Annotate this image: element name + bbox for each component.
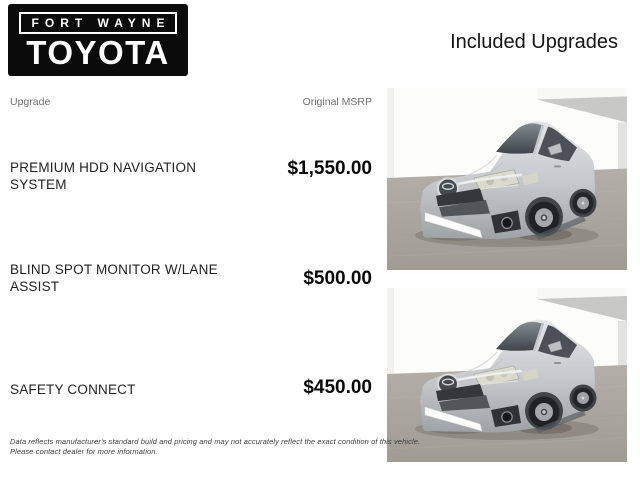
upgrade-row-name: PREMIUM HDD NAVIGATION SYSTEM	[10, 160, 197, 192]
upgrade-row-price: $450.00	[303, 377, 372, 398]
dealer-name-text: FORT WAYNE	[31, 16, 171, 30]
upgrade-row-price: $1,550.00	[287, 158, 372, 179]
page-title: Included Upgrades	[450, 31, 618, 53]
column-header-upgrade: Upgrade	[10, 96, 51, 108]
car-image	[387, 288, 627, 462]
upgrade-row-price: $500.00	[303, 268, 372, 289]
vehicle-photo-1	[387, 88, 627, 270]
car-image	[387, 88, 627, 270]
upgrade-row-name: BLIND SPOT MONITOR W/LANE ASSIST	[10, 262, 218, 294]
disclaimer-line-1: Data reflects manufacturer's standard build and pricing and may not accurately reflect the exact condition of this vehicle.	[10, 437, 421, 446]
upgrade-row-name: SAFETY CONNECT	[10, 382, 136, 397]
dealer-logo	[8, 4, 188, 76]
column-header-msrp: Original MSRP	[302, 96, 372, 108]
vehicle-photo-2	[387, 288, 627, 462]
dealer-name-frame	[19, 12, 177, 34]
disclaimer	[10, 437, 420, 456]
disclaimer-line-2: Please contact dealer for more information.	[10, 446, 158, 456]
brand-name-text: TOYOTA	[26, 34, 170, 71]
